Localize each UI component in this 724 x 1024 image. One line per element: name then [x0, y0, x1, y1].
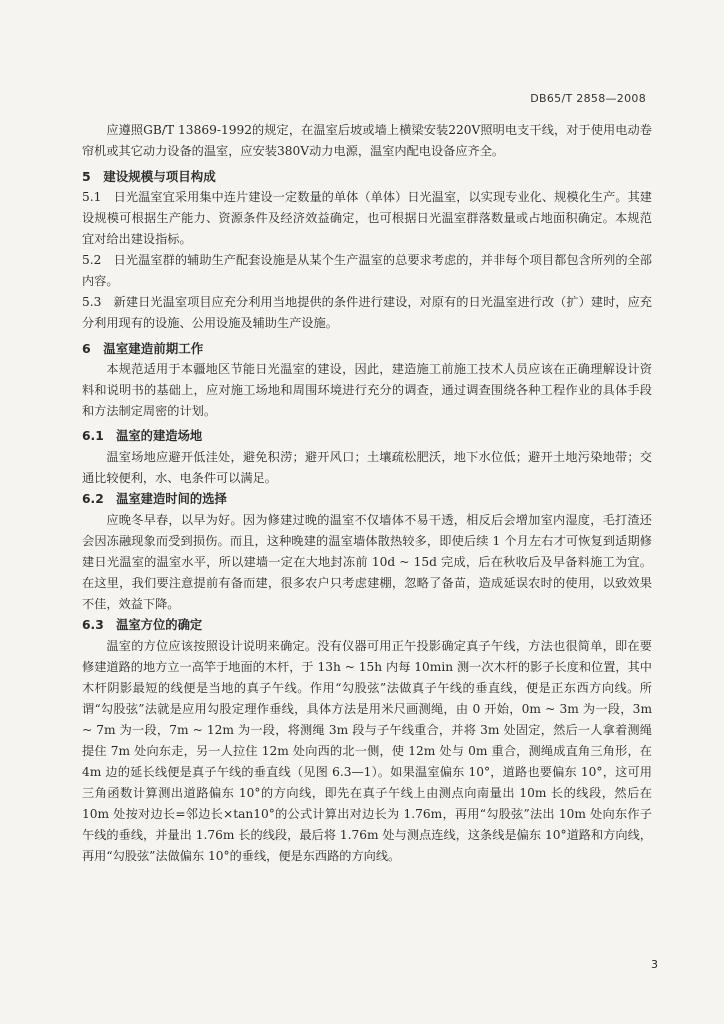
- section-heading-5: 5 建设规模与项目构成: [82, 169, 216, 184]
- doc-code-header: DB65/T 2858—2008: [530, 92, 646, 105]
- section-heading-6-2: 6.2 温室建造时间的选择: [82, 492, 227, 506]
- paragraph-6-2: 应晚冬早春，以早为好。因为修建过晚的温室不仅墙体不易干透，相反后会增加室内湿度，毛打渣还会因冻融现象而受到损伤。而且，这种晚建的温室墙体散热较多，即使后续 1 个月左右才可恢复到适期修建日光温室的温室水平，所以建墙一定在大地封冻前 10d ~ 15d 完成，后在秋收后及早备料施工为宜。在这里，我们要注意提前有备而建，很多农户只考虑建棚，忽略了备苗，造成延误农时的使用，以致效果不佳，效益下降。: [82, 513, 652, 611]
- document-body: [82, 120, 652, 867]
- clause-5-2: 5.2 日光温室群的辅助生产配套设施是从某个生产温室的总要求考虑的，并非每个项目都包含所列的全部内容。: [82, 253, 652, 288]
- paragraph-power-supply: 应遵照GB/T 13869-1992的规定，在温室后坡或墙上横梁安装220V照明电支干线，对于使用电动卷帘机或其它动力设备的温室，应安装380V动力电源，温室内配电设备应齐全。: [82, 123, 652, 158]
- paragraph-6-intro: 本规范适用于本疆地区节能日光温室的建设，因此，建造施工前施工技术人员应该在正确理解设计资料和说明书的基础上，应对施工场地和周围环境进行充分的调查，通过调查围绕各种工程作业的具体手段和方法制定周密的计划。: [82, 362, 652, 418]
- paragraph-6-3: 温室的方位应该按照设计说明来确定。没有仪器可用正午投影确定真子午线，方法也很简单，即在要修建道路的地方立一高竿于地面的木杆，于 13h ~ 15h 内每 10min 测一次木杆的影子长度和位置，其中木杆阴影最短的线便是当地的真子午线。作用“勾股弦”法做真子午线的垂直线，便是正东西方向线。所谓“勾股弦”法就是应用勾股定理作垂线，具体方法是用米尺画测绳，由 0 开始，0m ~ 3m 为一段，3m ~ 7m 为一段，7m ~ 12m 为一段，将测绳 3m 段与子午线重合，并将 3m 处固定，然后一人拿着测绳提住 7m 处向东走，另一人拉住 12m 处向西的北一侧，使 12m 处与 0m 重合，测绳成直角三角形，在 4m 边的延长线便是真子午线的垂直线（见图 6.3—1）。如果温室偏东 10°，道路也要偏东 10°，这可用三角函数计算测出道路偏东 10°的方向线，即先在真子午线上由测点向南量出 10m 长的线段，然后在 10m 处按对边长=邻边长×tan10°的公式计算出对边长为 1.76m，再用“勾股弦”法出 10m 处向东作子午线的垂线，并量出 1.76m 长的线段，最后将 1.76m 处与测点连线，这条线是偏东 10°道路和方向线，再用“勾股弦”法做偏东 10°的垂线，便是东西路的方向线。: [82, 639, 652, 863]
- clause-5-3: 5.3 新建日光温室项目应充分利用当地提供的条件进行建设，对原有的日光温室进行改（扩）建时，应充分利用现有的设施、公用设施及辅助生产设施。: [82, 295, 652, 330]
- section-heading-6-1: 6.1 温室的建造场地: [82, 429, 203, 443]
- page-number: 3: [651, 958, 658, 971]
- section-heading-6: 6 温室建造前期工作: [82, 341, 204, 356]
- clause-5-1: 5.1 日光温室宜采用集中连片建设一定数量的单体（单体）日光温室，以实现专业化、规模化生产。其建设规模可根据生产能力、资源条件及经济效益确定，也可根据日光温室群落数量或占地面积确定。本规范宜对给出建设指标。: [82, 190, 652, 246]
- section-heading-6-3: 6.3 温室方位的确定: [82, 618, 203, 632]
- paragraph-6-1: 温室场地应避开低洼处，避免积涝；避开风口；土壤疏松肥沃，地下水位低；避开土地污染地带；交通比较便利，水、电条件可以满足。: [82, 450, 652, 485]
